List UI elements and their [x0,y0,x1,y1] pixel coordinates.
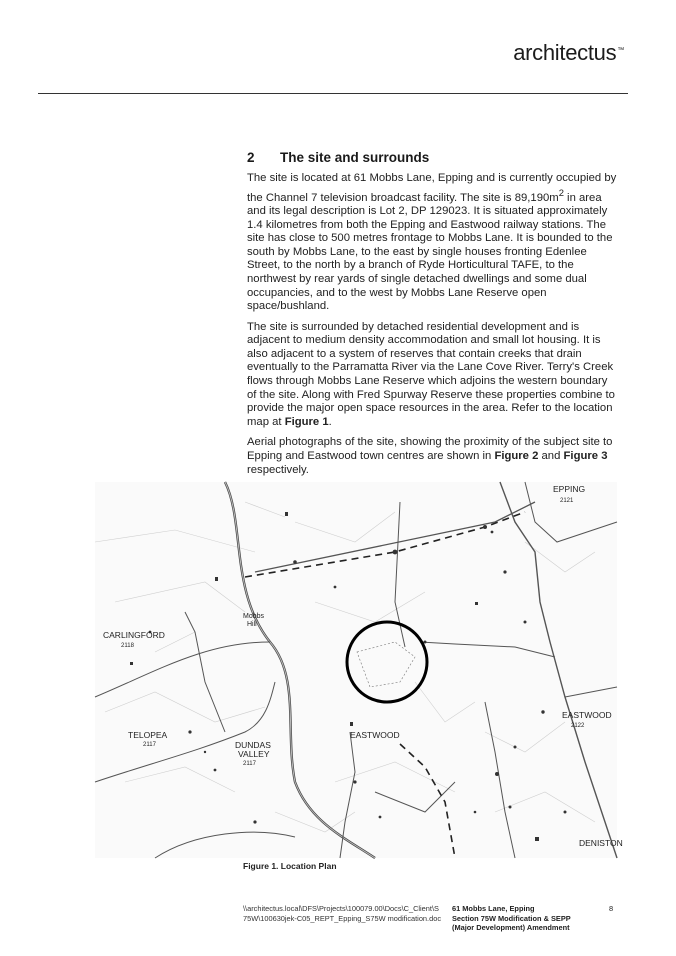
section-body [247,172,619,484]
label-mobbs-hill: Mobbs [243,613,265,620]
page-number: 8 [609,904,614,913]
section-title: The site and surrounds [280,150,430,165]
footer-title-line: 61 Mobbs Lane, Epping [452,904,535,913]
label-dundas: DUNDAS [235,740,271,750]
label-dundas-code: 2117 [243,761,256,767]
paragraph-site-location [247,172,619,314]
label-eastwood-code: 2122 [571,723,585,729]
label-dundas-valley: VALLEY [238,749,270,759]
location-map [95,482,623,858]
para-text: Aerial photographs of the site, showing the proximity of the subject site to Epping and Eastwood town centres are shown in [247,436,613,463]
superscript: 2 [558,186,564,198]
para-text: . [328,415,332,428]
footer-document-title [452,904,602,933]
label-eastwood-east: EASTWOOD [562,710,612,720]
label-deniston: DENISTON [579,838,623,848]
figure-caption: Figure 1. Location Plan [243,861,337,871]
section-number: 2 [247,150,255,165]
para-text: The site is located at 61 Mobbs Lane, Epping and is currently occupied by the Channel 7 television broadcast facility. The site is 89,190m [247,172,617,204]
label-telopea: TELOPEA [128,730,168,740]
footer-file-path: \\architectus.local\DFS\Projects\100079.00\Docs\C_Client\S75W\100630jek-C05_REPT_Epping_S75W modification.doc [243,904,442,923]
architectus-logo [513,40,624,66]
map-drawing [95,482,623,858]
paragraph-surroundings [247,321,619,430]
minor-streets [95,502,595,832]
label-epping-code: 2121 [560,498,574,504]
logo-trademark: ™ [617,46,624,54]
footer-title-line: Section 75W Modification & SEPP [452,913,571,923]
footer-title-line: (Major Development) Amendment [452,923,570,932]
logo-text: architectus [513,40,617,65]
map-labels [103,484,623,848]
paragraph-aerial [247,436,619,477]
subject-site-circle [347,622,427,702]
site-boundary [357,642,415,687]
header-rule [38,93,628,94]
label-carlingford: CARLINGFORD [103,630,165,640]
figure-reference: Figure 1 [284,415,329,428]
label-telopea-code: 2117 [143,742,156,748]
label-epping: EPPING [553,484,586,494]
para-text: in area and its legal description is Lot 2, DP 129023. It is situated approximately 1.4 kilometres from both the Epping and Eastwood railway stations. The site has close to 500 metres frontage to Mobbs Lane. It is bounded to the south by Mobbs Lane, to the east by single houses fronting Edenlee Street, to the north by a branch of Ryde Horticultural TAFE, to the northwest by rear yards of single detached dwellings and some dual occupancies, and to the west by Mobbs Lane Reserve open space/bushland. [247,191,613,313]
label-mobbs-hill-2: Hill [247,621,257,628]
label-eastwood: EASTWOOD [350,730,400,740]
main-roads [95,482,617,858]
figure-reference: Figure 3 [563,450,608,463]
para-text: The site is surrounded by detached residential development and is adjacent to medium density accommodation and small lot housing. It is also adjacent to a system of reserves that contain creeks that drain eventually to the Parramatta River via the Lane Cove River. Terry's Creek flows through Mobbs Lane Reserve which adjoins the western boundary of the site. Along with Fred Spurway Reserve these properties combine to provide the major open space resources in the area. Refer to the location map at [247,320,615,428]
para-text: and [538,450,564,463]
label-carlingford-code: 2118 [121,643,134,649]
figure-reference: Figure 2 [494,450,539,463]
section-heading [247,150,429,165]
para-text: respectively. [247,463,309,476]
